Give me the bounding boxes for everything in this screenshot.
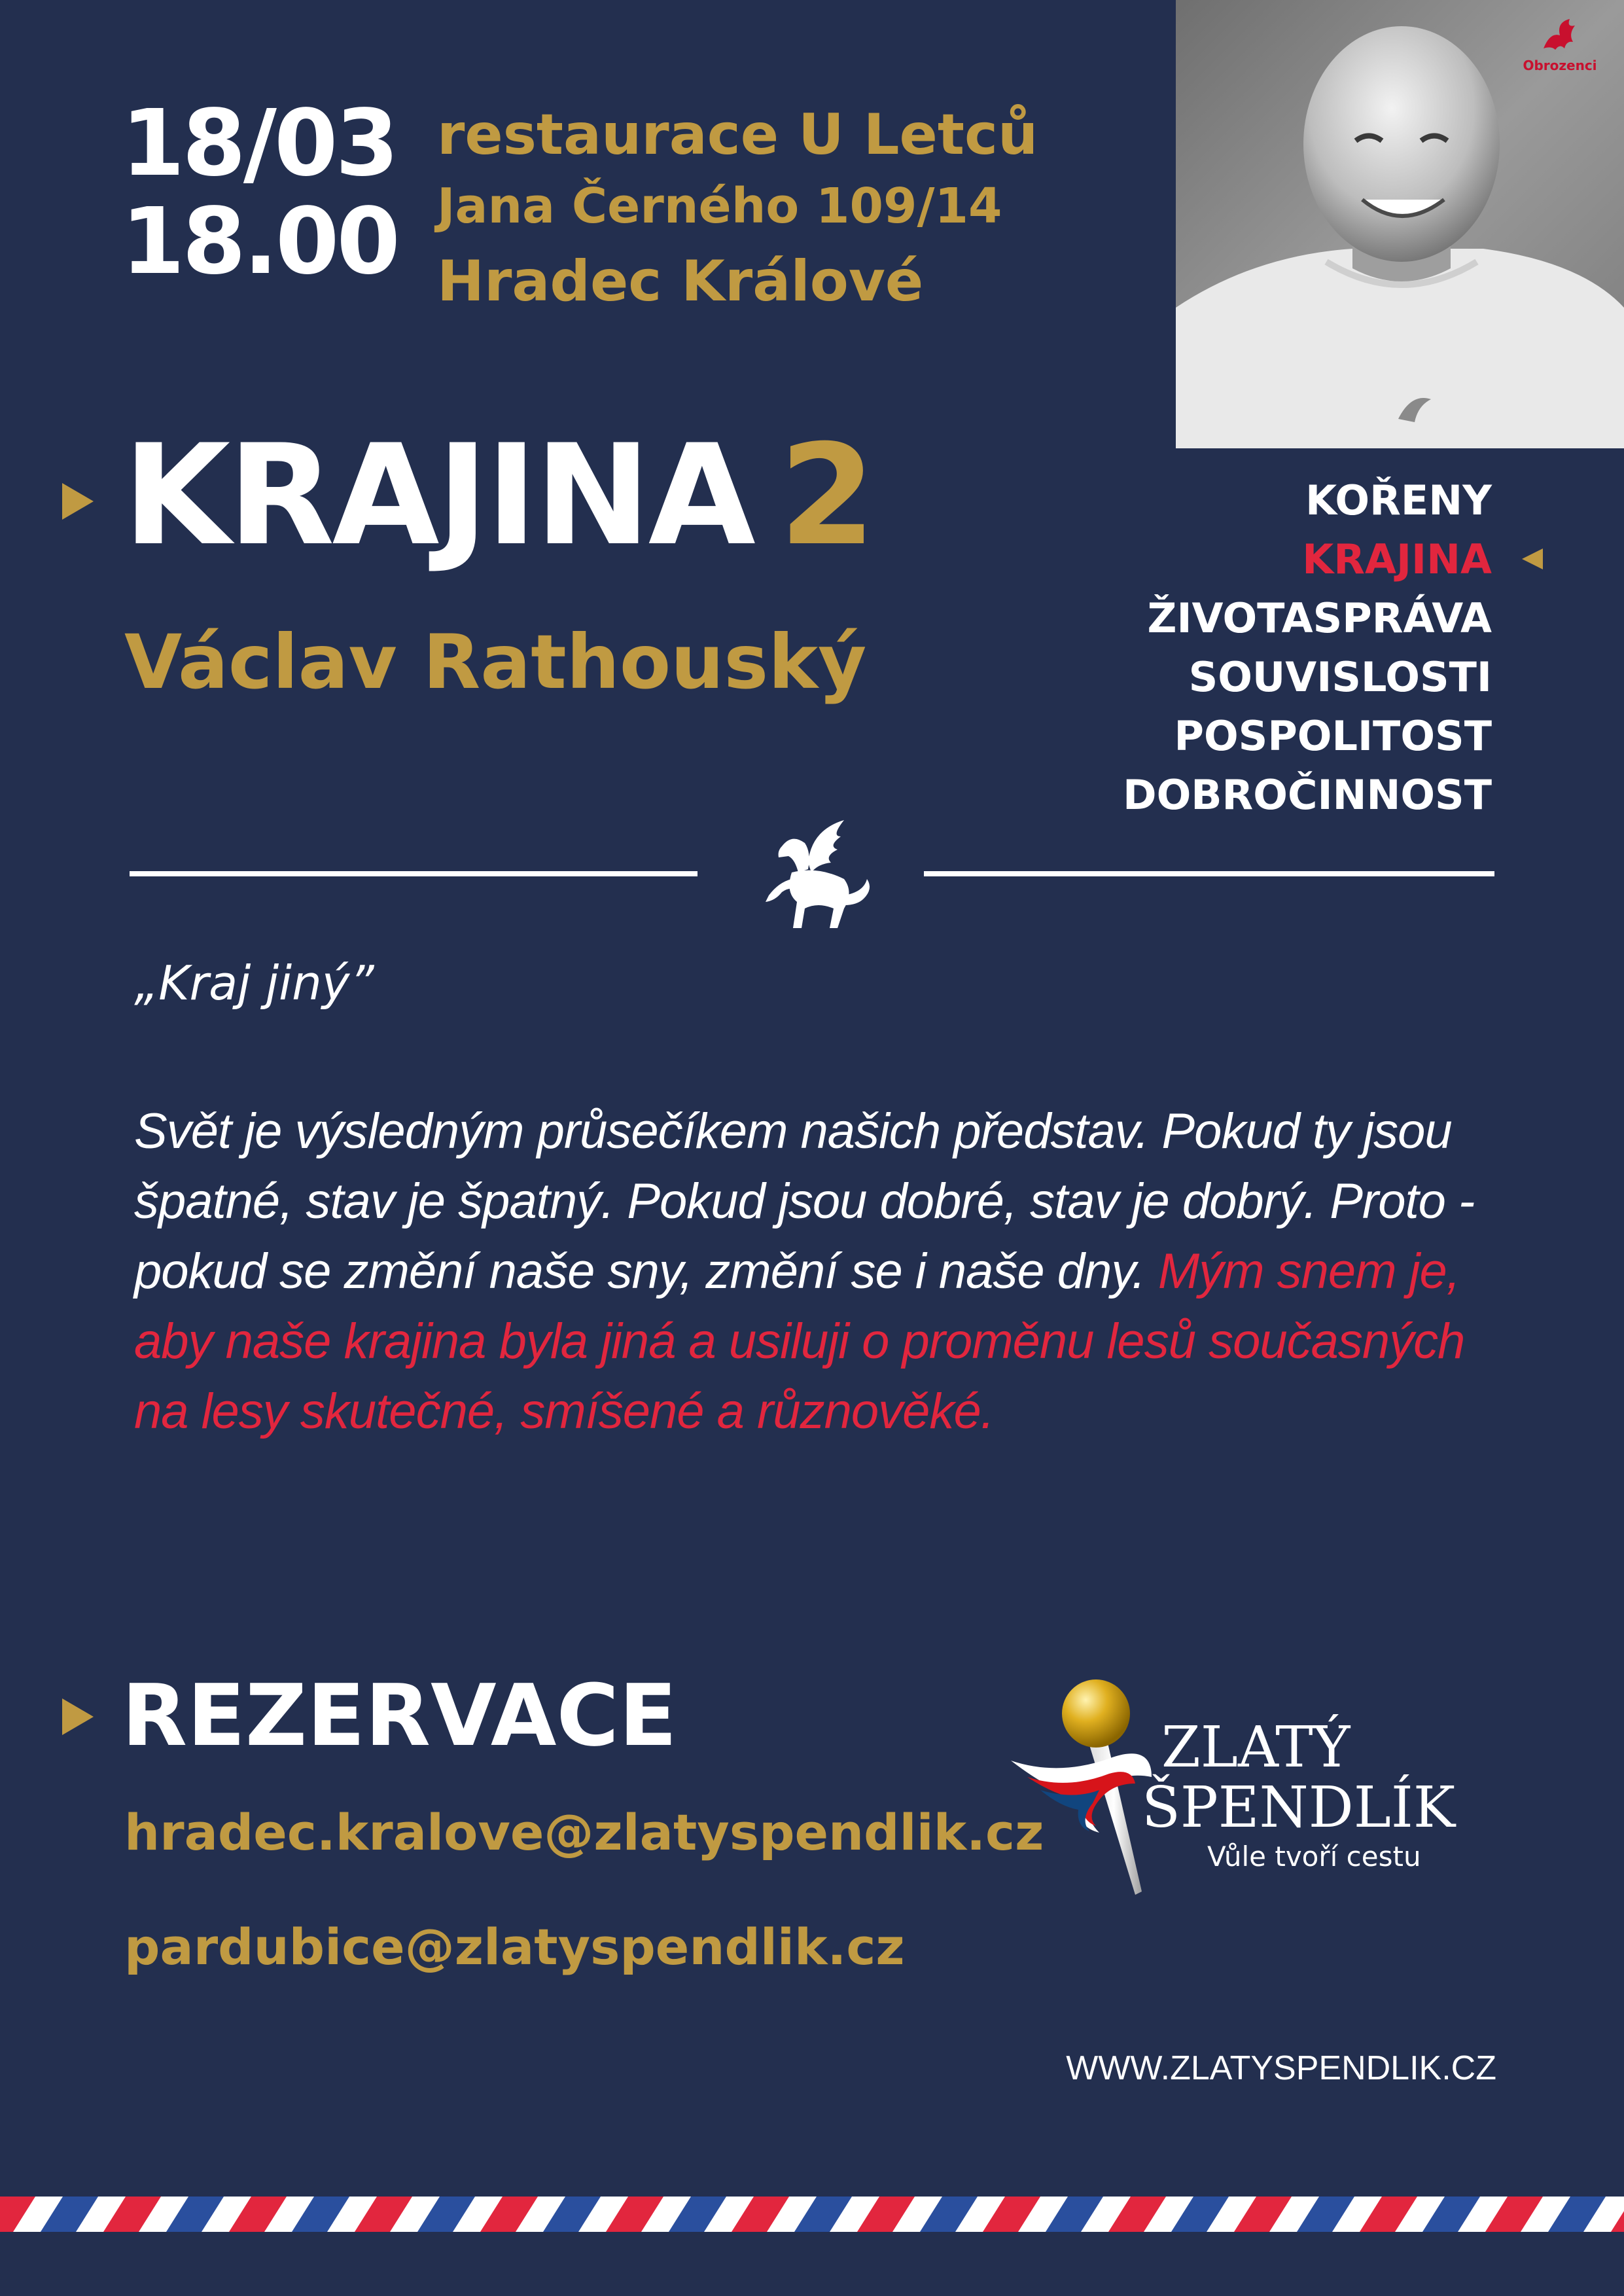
- arrow-left-icon: [1522, 548, 1543, 569]
- quote-highlight: Mým snem je, aby naše krajina byla jiná a usiluji o proměnu lesů současných na lesy skutečné, smíšené a různověké.: [134, 1244, 1465, 1439]
- airmail-stripe-border: [0, 2197, 1624, 2232]
- website-link[interactable]: WWW.ZLATYSPENDLIK.CZ: [1066, 2049, 1496, 2087]
- series-item-dobrocinnost: DOBROČINNOST: [1123, 771, 1492, 819]
- quote-body: [134, 1096, 1515, 1446]
- series-list: [1123, 471, 1492, 825]
- reservation-heading: REZERVACE: [122, 1666, 677, 1765]
- series-item-label: KRAJINA: [1302, 535, 1492, 583]
- logo-name-line2: ŠPENDLÍK: [1142, 1775, 1456, 1840]
- email-hradec-link[interactable]: hradec.kralove@zlatyspendlik.cz: [124, 1803, 1044, 1861]
- speaker-photo: [1176, 0, 1624, 448]
- logo-name-line1: ZLATÝ: [1161, 1715, 1350, 1780]
- event-venue: restaurace U Letců: [437, 102, 1038, 168]
- quote-text: Svět je výsledným průsečíkem našich představ. Pokud ty jsou špatné, stav je špatný. Pokud jsou dobré, stav je dobrý. Proto - pokud se změní naše sny, změní se i naše dny.: [134, 1103, 1475, 1299]
- divider-left: [130, 871, 697, 876]
- title-arrow-icon: [62, 483, 94, 520]
- series-item-koreny: KOŘENY: [1305, 476, 1492, 524]
- quote-title: „Kraj jiný”: [134, 956, 374, 1011]
- title-main: KRAJINA: [123, 414, 753, 576]
- event-time: 18.00: [121, 188, 398, 295]
- divider-right: [924, 871, 1494, 876]
- series-item-pospolitost: POSPOLITOST: [1174, 712, 1492, 760]
- page-title: [123, 414, 874, 576]
- logo-tagline: Vůle tvoří cestu: [1207, 1840, 1421, 1873]
- email-pardubice-link[interactable]: pardubice@zlatyspendlik.cz: [124, 1918, 905, 1976]
- griffin-icon: [1537, 16, 1583, 55]
- reservation-arrow-icon: [62, 1698, 94, 1735]
- event-date: 18/03: [121, 90, 397, 197]
- obrozenci-label: Obrozenci: [1523, 58, 1597, 73]
- event-city: Hradec Králové: [437, 249, 924, 314]
- series-item-krajina: [1123, 530, 1492, 589]
- title-number: 2: [779, 414, 874, 576]
- series-item-souvislosti: SOUVISLOSTI: [1188, 653, 1492, 701]
- series-item-zivotasprava: ŽIVOTASPRÁVA: [1147, 594, 1492, 642]
- speaker-name: Václav Rathouský: [124, 619, 867, 706]
- obrozenci-logo: [1521, 16, 1599, 73]
- event-street: Jana Černého 109/14: [437, 178, 1002, 234]
- griffin-icon: [746, 817, 880, 935]
